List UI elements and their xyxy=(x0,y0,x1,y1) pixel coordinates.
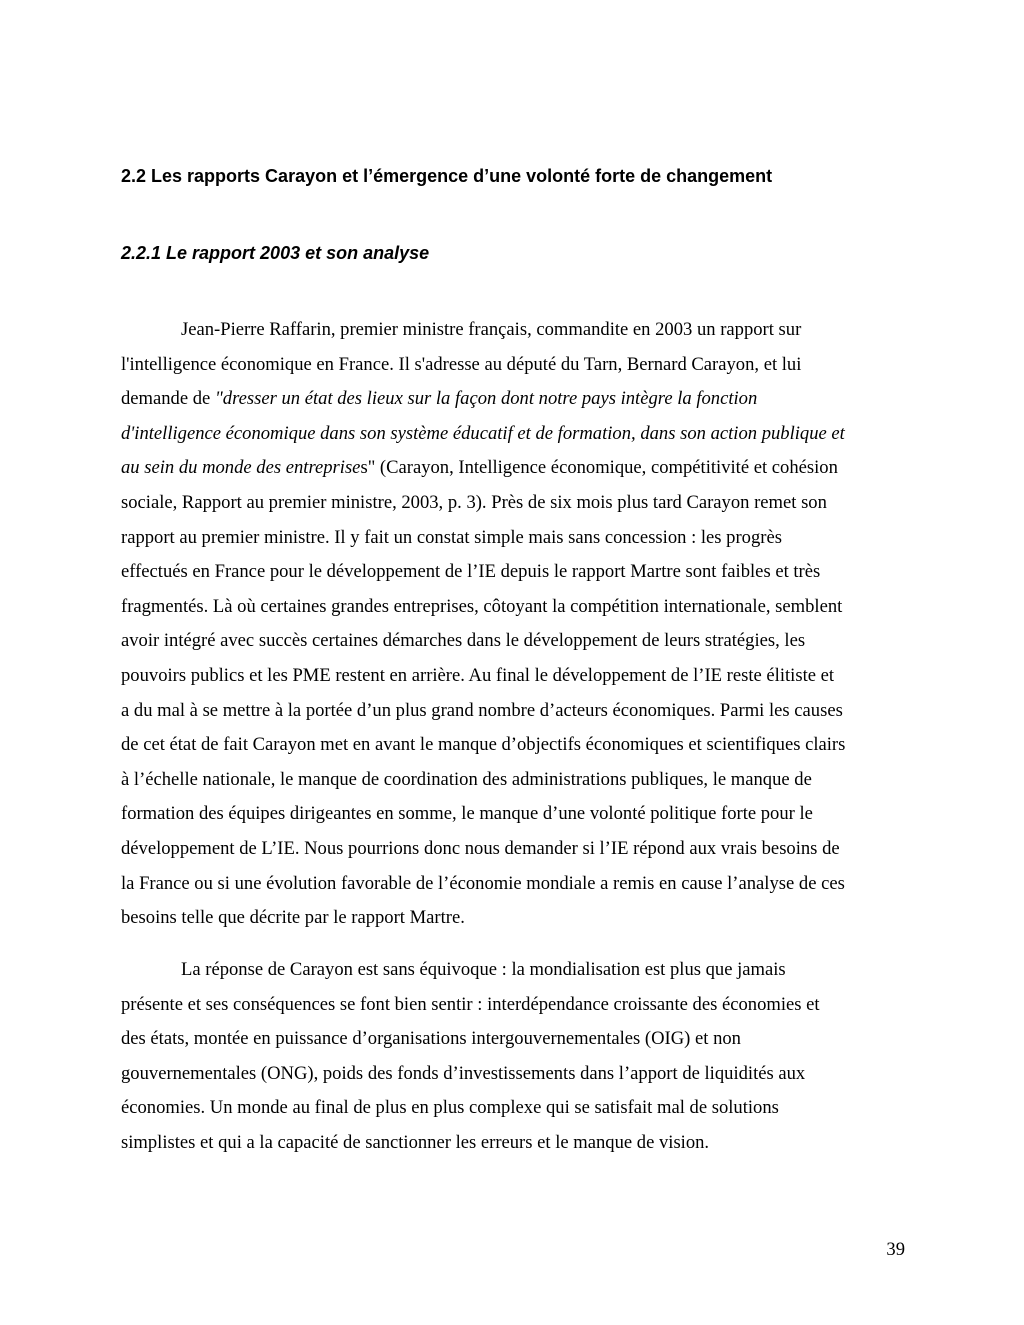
paragraph-1 xyxy=(121,313,905,936)
text-line xyxy=(121,382,905,417)
quotation-italic: d'intelligence économique dans son système éducatif et de formation, dans son action publique et xyxy=(121,422,845,444)
text-line xyxy=(121,451,905,486)
text-span: demande de xyxy=(121,388,215,410)
text-line: développement de L’IE. Nous pourrions donc nous demander si l’IE répond aux vrais besoins de xyxy=(121,837,840,859)
text-line: simplistes et qui a la capacité de sanctionner les erreurs et le manque de vision. xyxy=(121,1131,710,1153)
quotation-italic: au sein du monde des entreprise xyxy=(121,457,361,479)
text-line: présente et ses conséquences se font bien sentir : interdépendance croissante des économies et xyxy=(121,993,820,1015)
text-line: rapport au premier ministre. Il y fait un constat simple mais sans concession : les progrès xyxy=(121,526,782,548)
text-line: économies. Un monde au final de plus en plus complexe qui se satisfait mal de solutions xyxy=(121,1097,779,1119)
text-line: a du mal à se mettre à la portée d’un plus grand nombre d’acteurs économiques. Parmi les causes xyxy=(121,699,843,721)
text-line: sociale, Rapport au premier ministre, 2003, p. 3). Près de six mois plus tard Carayon remet son xyxy=(121,491,827,513)
text-line: à l’échelle nationale, le manque de coordination des administrations publiques, le manque de xyxy=(121,768,812,790)
text-line: pouvoirs publics et les PME restent en arrière. Au final le développement de l’IE reste élitiste et xyxy=(121,664,835,686)
page-number: 39 xyxy=(886,1239,905,1260)
section-heading: 2.2 Les rapports Carayon et l’émergence d’une volonté forte de changement xyxy=(121,166,773,186)
subsection-heading: 2.2.1 Le rapport 2003 et son analyse xyxy=(121,243,430,263)
text-line: l'intelligence économique en France. Il s'adresse au député du Tarn, Bernard Carayon, et lui xyxy=(121,353,802,375)
text-line: fragmentés. Là où certaines grandes entreprises, côtoyant la compétition internationale, semblent xyxy=(121,595,843,617)
text-line: Jean-Pierre Raffarin, premier ministre français, commandite en 2003 un rapport sur xyxy=(181,319,802,340)
text-line: la France ou si une évolution favorable de l’économie mondiale a remis en cause l’analyse de ces xyxy=(121,872,845,894)
text-line: formation des équipes dirigeantes en somme, le manque d’une volonté politique forte pour le xyxy=(121,803,813,825)
text-line: gouvernementales (ONG), poids des fonds d’investissements dans l’apport de liquidités aux xyxy=(121,1062,806,1084)
text-line: de cet état de fait Carayon met en avant le manque d’objectifs économiques et scientifiques clairs xyxy=(121,734,846,756)
text-line: des états, montée en puissance d’organisations intergouvernementales (OIG) et non xyxy=(121,1028,741,1050)
text-line: avoir intégré avec succès certaines démarches dans le développement de leurs stratégies, les xyxy=(121,630,806,652)
text-line xyxy=(121,417,905,452)
text-line: besoins telle que décrite par le rapport Martre. xyxy=(121,907,465,929)
text-line: La réponse de Carayon est sans équivoque : la mondialisation est plus que jamais xyxy=(181,959,786,980)
paragraph-2 xyxy=(121,953,905,1161)
text-span: s" (Carayon, Intelligence économique, compétitivité et cohésion xyxy=(360,457,838,479)
text-line: effectués en France pour le développement de l’IE depuis le rapport Martre sont faibles et très xyxy=(121,561,821,583)
quotation-italic: "dresser un état des lieux sur la façon dont notre pays intègre la fonction xyxy=(214,388,758,410)
